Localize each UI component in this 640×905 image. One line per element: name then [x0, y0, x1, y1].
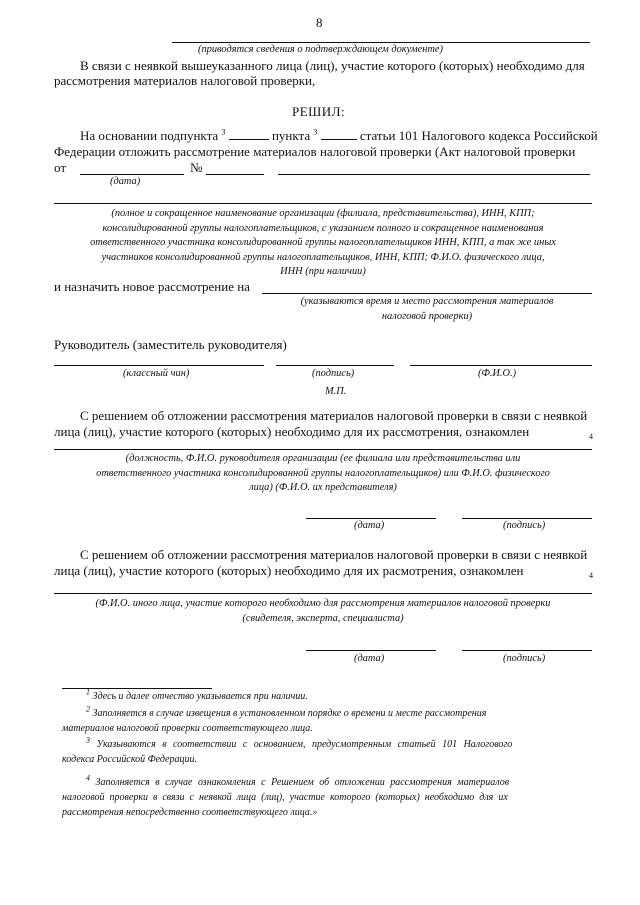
ack1-line-1: С решением об отложении рассмотрения материалов налоговой проверки в связи с неявкой: [80, 408, 588, 423]
ack1-date-caption: (дата): [354, 520, 385, 531]
ack2-line-2: лица (лиц), участие которого (которых) необходимо для их расмотрения, ознакомлен: [54, 563, 524, 578]
intro-line-2: рассмотрения материалов налоговой проверки,: [54, 73, 316, 88]
ack1-person-caption: (должность, Ф.И.О. руководителя организации (ее филиала или представительства или ответственного участника консолидированной группы налогоплательщиков) или Ф.И.О. физического лица) (Ф.И.О. их представителя): [96, 453, 550, 493]
head-fio-field[interactable]: [410, 365, 592, 366]
footnote-2-cont: материалов налоговой проверки соответствующего лица.: [62, 723, 313, 734]
page-number: 8: [316, 15, 323, 30]
footnote-ref-3b: 3: [313, 127, 318, 137]
ack1-signature-caption: (подпись): [503, 520, 546, 531]
ack2-signature-field[interactable]: [462, 650, 592, 651]
footnote-4-cont2: рассмотрения непосредственно соответствующего лица.»: [62, 807, 318, 818]
footnote-separator: [62, 688, 212, 689]
footnote-2: $^2$ Заполняется в случае извещения в установленном порядке о времени и месте рассмотрения: [86, 704, 487, 719]
signature-caption: (подпись): [312, 368, 355, 379]
head-signature-field[interactable]: [276, 365, 394, 366]
class-rank-field[interactable]: [54, 365, 264, 366]
footnote-1: $^1$ Здесь и далее отчество указывается при наличии.: [86, 687, 308, 702]
basis-part-3: статьи 101 Налогового кодекса Российской: [359, 128, 598, 143]
organization-field[interactable]: [54, 203, 592, 204]
number-label: №: [190, 160, 203, 175]
document-info-caption: (приводятся сведения о подтверждающем документе): [198, 44, 443, 55]
act-details-field[interactable]: [278, 174, 590, 175]
ack1-line-2: лица (лиц), участие которого (которых) необходимо для их рассмотрения, ознакомлен: [54, 424, 530, 439]
ack2-line-1: С решением об отложении рассмотрения материалов налоговой проверки в связи с неявкой: [80, 547, 588, 562]
ack2-signature-caption: (подпись): [503, 653, 546, 664]
from-label: от: [54, 160, 67, 175]
ack1-person-field[interactable]: [54, 449, 592, 450]
head-label: Руководитель (заместитель руководителя): [54, 337, 287, 352]
new-review-field[interactable]: [262, 293, 592, 294]
footnote-3: $^3$ Указываются в соответствии с основанием, предусмотренным статьей 101 Налогового: [86, 735, 513, 750]
ack2-date-caption: (дата): [354, 653, 385, 664]
footnote-ref-4: 4: [589, 432, 593, 441]
organization-caption: (полное и сокращенное наименование организации (филиала, представительства), ИНН, КПП; консолидированной группы налогоплательщиков, с указанием полного и сокращенное наименования ответственного участника консолидированной группы налогоплательщиков ИНН, КПП, а так же иных участников консолидированной группы налогоплательщиков, ИНН, КПП; Ф.И.О. физического лица, ИНН (при наличии): [90, 208, 556, 277]
basis-line: [80, 128, 598, 144]
footnote-4: $^4$ Заполняется в случае ознакомления с Решением об отложении рассмотрения материалов: [86, 773, 510, 788]
time-place-caption: (указываются время и место рассмотрения материалов налоговой проверки): [300, 296, 554, 322]
new-review-label: и назначить новое рассмотрение на: [54, 279, 250, 294]
basis-part-2: пункта: [271, 128, 311, 143]
decision-heading: РЕШИЛ:: [292, 104, 346, 119]
footnote-ref-4b: 4: [589, 571, 593, 580]
fio-caption: (Ф.И.О.): [478, 368, 517, 379]
stamp-place: М.П.: [325, 386, 347, 397]
ack1-date-field[interactable]: [306, 518, 436, 519]
class-rank-caption: (классный чин): [123, 368, 190, 379]
date-caption: (дата): [110, 176, 141, 187]
basis-part-1: На основании подпункта: [80, 128, 219, 143]
ack2-person-field[interactable]: [54, 593, 592, 594]
ack2-person-caption: (Ф.И.О. иного лица, участие которого необходимо для рассмотрения материалов налоговой проверки (свидетеля, эксперта, специалиста): [95, 598, 551, 624]
date-field[interactable]: [80, 174, 184, 175]
document-info-line: [172, 42, 590, 43]
intro-line-1: В связи с неявкой вышеуказанного лица (лиц), участие которого (которых) необходимо для: [80, 58, 585, 73]
footnote-4-cont: налоговой проверки в связи с неявкой лица (лиц), участие которого (которых) необходимо для их: [62, 792, 508, 803]
footnote-3-cont: кодекса Российской Федерации.: [62, 754, 197, 765]
number-field[interactable]: [206, 174, 264, 175]
ack1-signature-field[interactable]: [462, 518, 592, 519]
postpone-line: Федерации отложить рассмотрение материалов налоговой проверки (Акт налоговой проверки: [54, 144, 576, 159]
footnote-ref-3: 3: [221, 127, 226, 137]
ack2-date-field[interactable]: [306, 650, 436, 651]
